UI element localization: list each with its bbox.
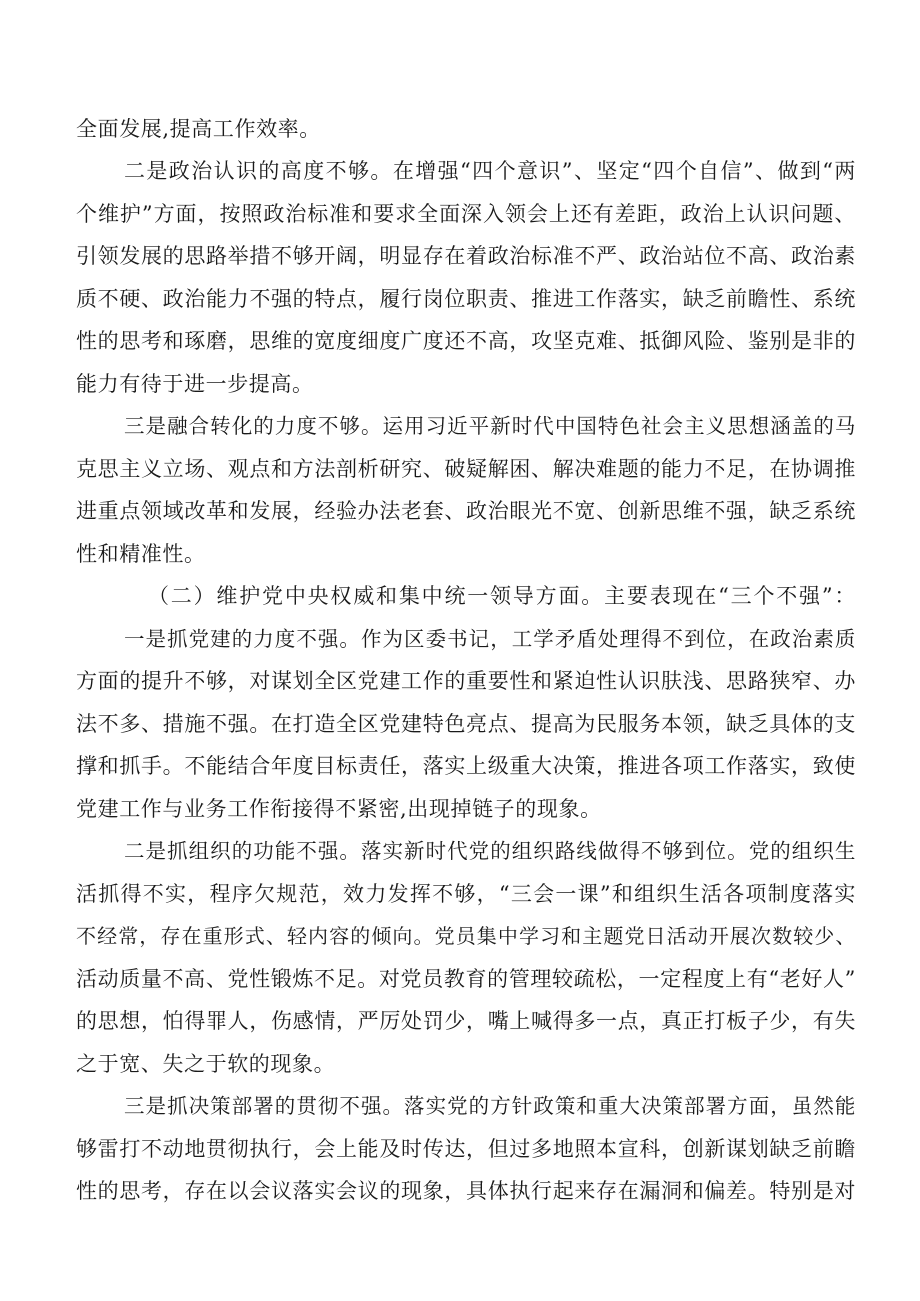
text-line: 性和精准性。 [76,542,206,566]
text-line: 性的思考，存在以会议落实会议的现象，具体执行起来存在漏洞和偏差。特别是对 [76,1179,856,1203]
text-line: 三是融合转化的力度不够。运用习近平新时代中国特色社会主义思想涵盖的马 [124,414,856,438]
text-line: 够雷打不动地贯彻执行，会上能及时传达，但过多地照本宣科，创新谋划缺乏前瞻 [76,1137,856,1161]
section-heading: （二）维护党中央权威和集中统一领导方面。主要表现在“三个不强”： [148,584,856,608]
text-line: 性的思考和琢磨，思维的宽度细度广度还不高，攻坚克难、抵御风险、鉴别是非的 [76,329,856,353]
text-line: 质不硬、政治能力不强的特点，履行岗位职责、推进工作落实，缺乏前瞻性、系统 [76,287,856,311]
text-line: 活动质量不高、党性锻炼不足。对党员教育的管理较疏松，一定程度上有“老好人” [76,967,856,991]
text-line: 进重点领域改革和发展，经验办法老套、政治眼光不宽、创新思维不强，缺乏系统 [76,499,856,523]
text-line: 活抓得不实，程序欠规范，效力发挥不够，“三会一课”和组织生活各项制度落实 [76,882,856,906]
text-line: 克思主义立场、观点和方法剖析研究、破疑解困、解决难题的能力不足，在协调推 [76,457,856,481]
text-line: 二是抓组织的功能不强。落实新时代党的组织路线做得不够到位。党的组织生 [124,839,856,863]
text-line: 之于宽、失之于软的现象。 [76,1052,336,1076]
text-line: 不经常，存在重形式、轻内容的倾向。党员集中学习和主题党日活动开展次数较少、 [76,924,856,948]
text-line: 引领发展的思路举措不够开阔，明显存在着政治标准不严、政治站位不高、政治素 [76,244,856,268]
text-line: 的思想，怕得罪人，伤感情，严厉处罚少，嘴上喊得多一点，真正打板子少，有失 [76,1009,856,1033]
text-line: 方面的提升不够，对谋划全区党建工作的重要性和紧迫性认识肤浅、思路狭窄、办 [76,669,856,693]
text-line: 党建工作与业务工作衔接得不紧密,出现掉链子的现象。 [76,797,602,821]
text-line: 一是抓党建的力度不强。作为区委书记，工学矛盾处理得不到位，在政治素质 [124,627,856,651]
text-line: 法不多、措施不强。在打造全区党建特色亮点、提高为民服务本领，缺乏具体的支 [76,712,856,736]
text-line: 撑和抓手。不能结合年度目标责任，落实上级重大决策，推进各项工作落实，致使 [76,754,856,778]
text-line: 个维护”方面，按照政治标准和要求全面深入领会上还有差距，政治上认识问题、 [76,202,856,226]
text-line: 全面发展,提高工作效率。 [76,117,321,141]
text-line: 二是政治认识的高度不够。在增强“四个意识”、坚定“四个自信”、做到“两 [124,159,856,183]
text-line: 能力有待于进一步提高。 [76,372,314,396]
text-line: 三是抓决策部署的贯彻不强。落实党的方针政策和重大决策部署方面，虽然能 [124,1094,856,1118]
